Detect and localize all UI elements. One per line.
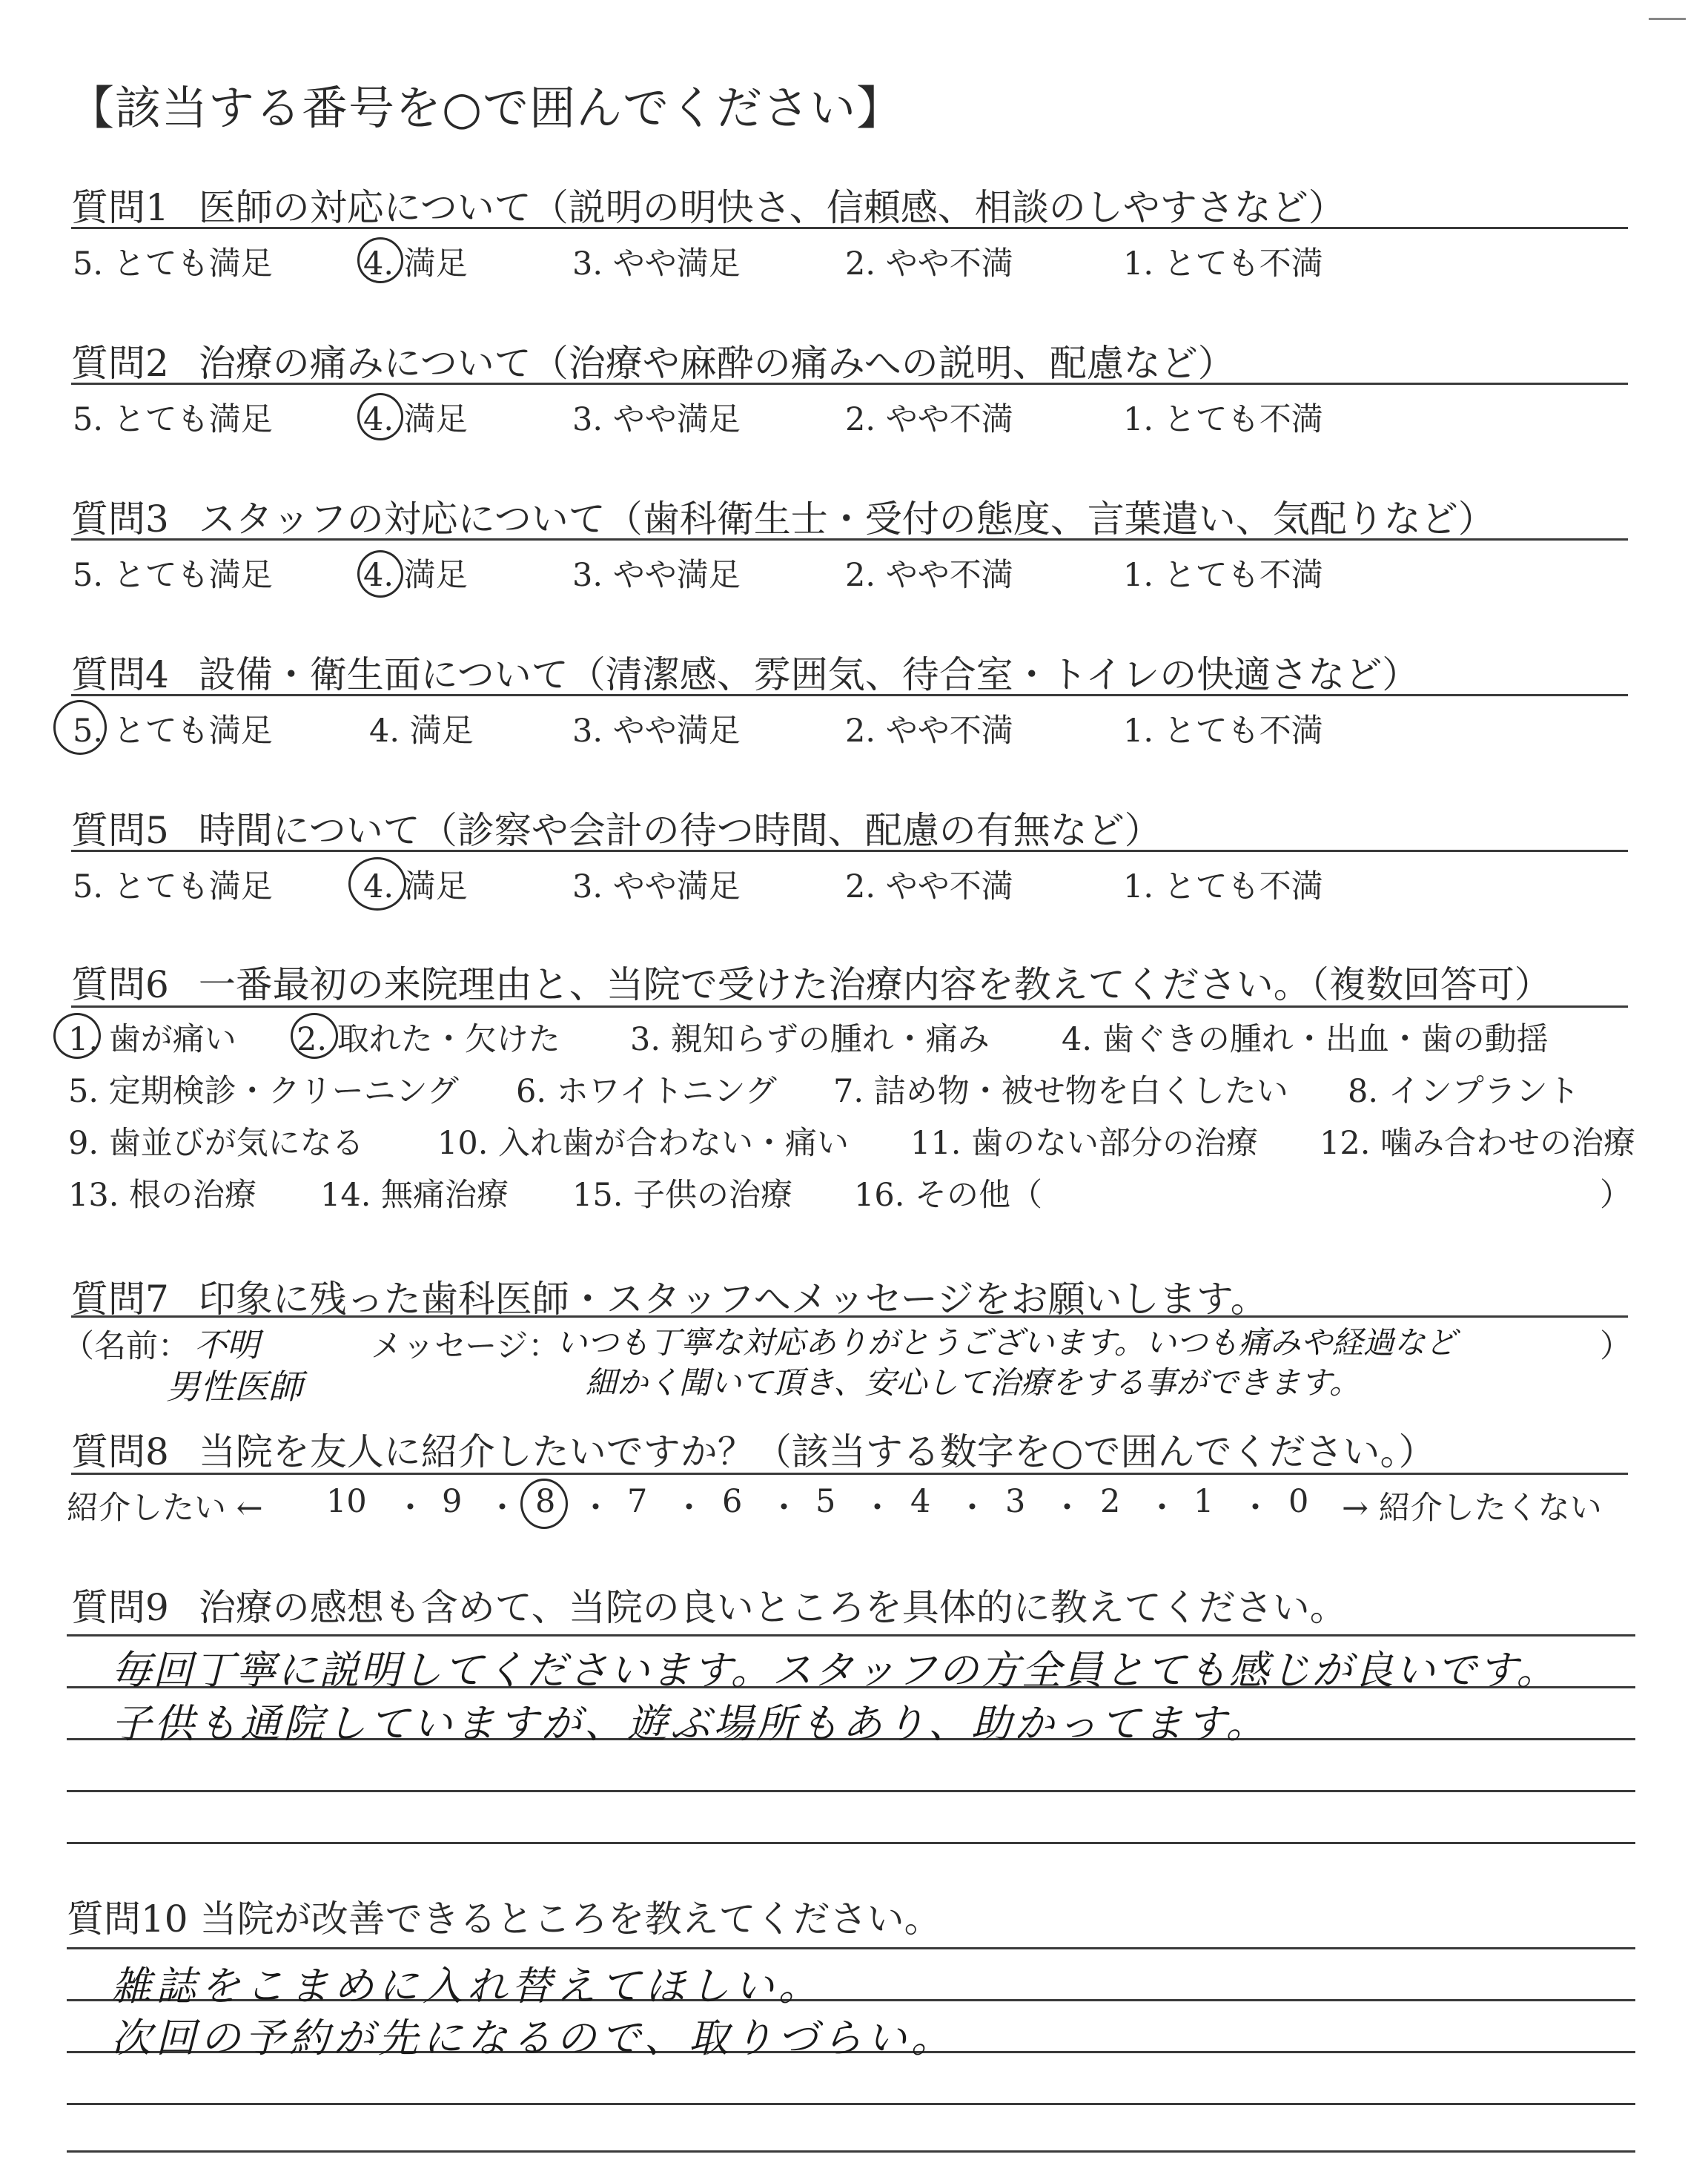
q1-option-4[interactable]: 4. 満足	[363, 245, 468, 283]
question-1-rule	[71, 227, 1628, 229]
question-text: 治療の痛みについて（治療や麻酔の痛みへの説明、配慮など）	[198, 342, 1235, 385]
q8-scale-3[interactable]: 3	[1005, 1483, 1026, 1520]
question-text: 治療の感想も含めて、当院の良いところを具体的に教えてください。	[198, 1586, 1347, 1629]
q8-scale-10[interactable]: 10	[326, 1483, 367, 1520]
q1-option-2[interactable]: 2. やや不満	[845, 245, 1013, 283]
q2-option-2[interactable]: 2. やや不満	[845, 401, 1013, 438]
q8-scale-6[interactable]: 6	[722, 1483, 743, 1520]
question-6-rule	[71, 1005, 1628, 1008]
q3-option-5[interactable]: 5. とても満足	[73, 557, 273, 594]
q5-option-3[interactable]: 3. やや満足	[572, 868, 741, 905]
answer-line	[67, 1790, 1635, 1792]
q6-option-14[interactable]: 14. 無痛治療	[320, 1177, 509, 1214]
q5-option-1[interactable]: 1. とても不満	[1123, 868, 1323, 905]
q8-scale-4[interactable]: 4	[910, 1483, 931, 1520]
q10-answer-line-1[interactable]: 雑誌をこまめに入れ替えてほしい。	[111, 1963, 823, 2009]
q8-scale-sep: ・	[1051, 1490, 1083, 1527]
question-6	[71, 955, 1552, 1008]
scan-mark	[1649, 18, 1686, 20]
selected-circle-q2	[357, 393, 403, 440]
q6-option-10[interactable]: 10. 入れ歯が合わない・痛い	[437, 1125, 850, 1162]
q9-answer-line-2[interactable]: 子供も通院していますが、遊ぶ場所もあり、助かってます。	[111, 1700, 1269, 1747]
q8-scale-sep: ・	[394, 1490, 426, 1527]
question-3	[71, 489, 1495, 543]
question-10	[67, 1889, 941, 1943]
question-label: 質問10	[67, 1898, 188, 1941]
q7-message-label: メッセージ：	[371, 1328, 560, 1365]
q5-option-2[interactable]: 2. やや不満	[845, 868, 1013, 905]
selected-circle-q3	[357, 550, 403, 598]
q3-option-3[interactable]: 3. やや満足	[572, 557, 741, 594]
q1-option-5[interactable]: 5. とても満足	[73, 245, 273, 283]
q6-option-6[interactable]: 6. ホワイトニング	[516, 1073, 777, 1110]
question-label: 質問8	[71, 1430, 169, 1473]
q7-name-value-2[interactable]: 男性医師	[166, 1367, 302, 1407]
q8-scale-1[interactable]: 1	[1194, 1483, 1214, 1520]
q10-answer-line-2[interactable]: 次回の予約が先になるので、取りづらい。	[111, 2015, 956, 2061]
q8-scale-sep: ・	[580, 1490, 612, 1527]
q8-scale-sep: ・	[768, 1490, 800, 1527]
q1-option-1[interactable]: 1. とても不満	[1123, 245, 1323, 283]
q8-scale-sep: ・	[486, 1490, 518, 1527]
q8-scale-9[interactable]: 9	[442, 1483, 463, 1520]
q6-option-16[interactable]: 16. その他（	[854, 1177, 1043, 1214]
question-5	[71, 801, 1162, 854]
q7-message-line-2[interactable]: 細かく聞いて頂き、安心して治療をする事ができます。	[586, 1364, 1360, 1401]
q2-option-5[interactable]: 5. とても満足	[73, 401, 273, 438]
selected-circle-q6-2	[291, 1013, 338, 1059]
q7-name-label: （名前：	[62, 1328, 190, 1365]
q2-option-4[interactable]: 4. 満足	[363, 401, 468, 438]
q8-scale-sep: ・	[956, 1490, 988, 1527]
q6-option-13[interactable]: 13. 根の治療	[68, 1177, 257, 1214]
q6-option-9[interactable]: 9. 歯並びが気になる	[68, 1125, 364, 1162]
q3-option-1[interactable]: 1. とても不満	[1123, 557, 1323, 594]
q9-answer-line-1[interactable]: 毎回丁寧に説明してくださいます。スタッフの方全員とても感じが良いです。	[111, 1647, 1558, 1694]
answer-line	[67, 1842, 1635, 1844]
q8-scale-sep: ・	[1239, 1490, 1271, 1527]
q4-option-4[interactable]: 4. 満足	[369, 713, 474, 750]
q5-option-5[interactable]: 5. とても満足	[73, 868, 273, 905]
page-title: 【該当する番号を○で囲んでください】	[68, 81, 904, 135]
question-text: 設備・衛生面について（清潔感、雰囲気、待合室・トイレの快適さなど）	[198, 653, 1420, 696]
question-label: 質問7	[71, 1278, 169, 1321]
selected-circle-q4	[53, 700, 107, 755]
question-2-rule	[71, 383, 1628, 385]
selected-circle-q5	[348, 857, 406, 911]
q7-name-value[interactable]: 不明	[194, 1327, 259, 1364]
q8-scale-5[interactable]: 5	[815, 1483, 836, 1520]
question-label: 質問4	[71, 653, 169, 696]
question-5-rule	[71, 850, 1628, 852]
answer-line	[67, 2150, 1635, 2153]
q8-left-label: 紹介したい ←	[67, 1490, 263, 1527]
q8-scale-sep: ・	[673, 1490, 705, 1527]
question-1	[71, 178, 1345, 231]
q2-option-3[interactable]: 3. やや満足	[572, 401, 741, 438]
q7-message-line-1[interactable]: いつも丁寧な対応ありがとうございます。いつも痛みや経過など	[556, 1324, 1457, 1361]
question-text: 時間について（診察や会計の待つ時間、配慮の有無など）	[198, 809, 1162, 852]
q6-option-7[interactable]: 7. 詰め物・被せ物を白くしたい	[833, 1073, 1288, 1110]
q2-option-1[interactable]: 1. とても不満	[1123, 401, 1323, 438]
question-3-rule	[71, 538, 1628, 541]
q7-close-paren: ）	[1600, 1328, 1632, 1365]
question-text: 印象に残った歯科医師・スタッフへメッセージをお願いします。	[198, 1278, 1268, 1321]
answer-line	[67, 1947, 1635, 1949]
question-text: 医師の対応について（説明の明快さ、信頼感、相談のしやすさなど）	[198, 186, 1345, 229]
q6-option-15[interactable]: 15. 子供の治療	[572, 1177, 793, 1214]
question-9	[71, 1578, 1347, 1631]
q8-scale-sep: ・	[861, 1490, 893, 1527]
q8-scale-sep: ・	[1146, 1490, 1178, 1527]
question-label: 質問2	[71, 342, 169, 385]
q6-option-11[interactable]: 11. 歯のない部分の治療	[910, 1125, 1259, 1162]
q8-scale-7[interactable]: 7	[627, 1483, 648, 1520]
question-label: 質問3	[71, 498, 169, 541]
q6-option-3[interactable]: 3. 親知らずの腫れ・痛み	[630, 1021, 990, 1058]
q5-option-4[interactable]: 4. 満足	[363, 868, 468, 905]
question-text: 当院を友人に紹介したいですか？（該当する数字を○で囲んでください。）	[198, 1430, 1436, 1473]
question-7-rule	[71, 1315, 1628, 1318]
q6-option-8[interactable]: 8. インプラント	[1348, 1073, 1580, 1110]
q8-scale-8[interactable]: 8	[535, 1483, 556, 1520]
q8-right-label: → 紹介したくない	[1342, 1490, 1602, 1527]
q6-option-16-close: ）	[1600, 1177, 1632, 1214]
q4-option-5[interactable]: 5. とても満足	[73, 713, 273, 750]
question-label: 質問1	[71, 186, 169, 229]
q4-option-2[interactable]: 2. やや不満	[845, 713, 1013, 750]
question-text: 一番最初の来院理由と、当院で受けた治療内容を教えてください。（複数回答可）	[198, 963, 1552, 1006]
question-label: 質問6	[71, 963, 169, 1006]
q4-option-3[interactable]: 3. やや満足	[572, 713, 741, 750]
q6-option-2[interactable]: 2. 取れた・欠けた	[297, 1021, 560, 1058]
q8-scale-0[interactable]: 0	[1288, 1483, 1309, 1520]
q6-option-5[interactable]: 5. 定期検診・クリーニング	[68, 1073, 459, 1110]
q6-option-12[interactable]: 12. 噛み合わせの治療	[1320, 1125, 1636, 1162]
question-8-rule	[71, 1473, 1628, 1475]
q6-option-4[interactable]: 4. 歯ぐきの腫れ・出血・歯の動揺	[1062, 1021, 1549, 1058]
answer-line	[67, 1634, 1635, 1636]
q8-scale-2[interactable]: 2	[1100, 1483, 1121, 1520]
q3-option-2[interactable]: 2. やや不満	[845, 557, 1013, 594]
q4-option-1[interactable]: 1. とても不満	[1123, 713, 1323, 750]
question-8	[71, 1422, 1435, 1476]
answer-line	[67, 2103, 1635, 2105]
selected-circle-q1	[357, 237, 403, 283]
q6-option-1[interactable]: 1. 歯が痛い	[68, 1021, 236, 1058]
selected-circle-q8	[520, 1479, 568, 1529]
q3-option-4[interactable]: 4. 満足	[363, 557, 468, 594]
selected-circle-q6-1	[53, 1013, 101, 1059]
q1-option-3[interactable]: 3. やや満足	[572, 245, 741, 283]
question-label: 質問9	[71, 1586, 169, 1629]
question-text: スタッフの対応について（歯科衛生士・受付の態度、言葉遣い、気配りなど）	[198, 498, 1495, 541]
question-label: 質問5	[71, 809, 169, 852]
question-4-rule	[71, 694, 1628, 696]
question-text: 当院が改善できるところを教えてください。	[199, 1898, 941, 1941]
question-4	[71, 645, 1419, 698]
question-2	[71, 334, 1235, 387]
